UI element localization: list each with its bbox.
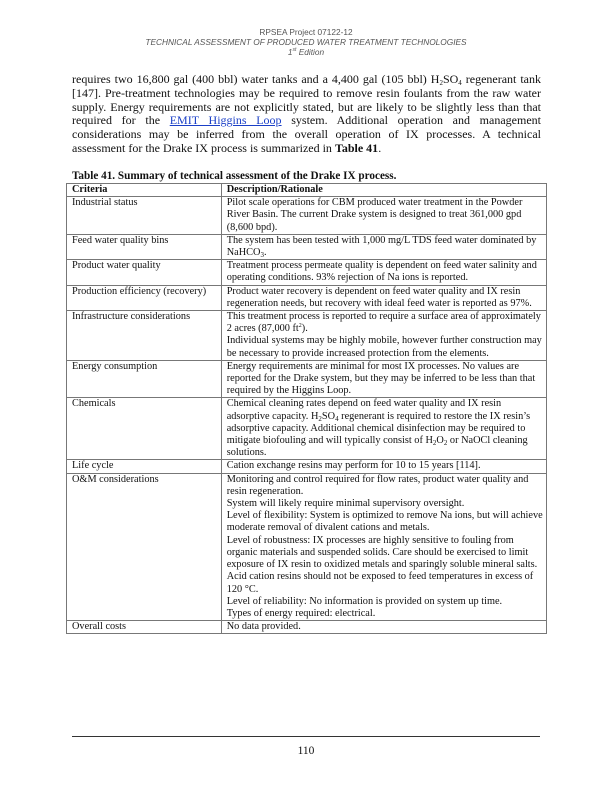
criteria-cell: Chemicals xyxy=(67,398,222,460)
table-row xyxy=(67,360,547,398)
assessment-table xyxy=(66,183,547,634)
column-header-description: Description/Rationale xyxy=(221,184,546,197)
body-paragraph: requires two 16,800 gal (400 bbl) water tanks and a 4,400 gal (105 bbl) $H_2SO_4$ regenerant tank [147]. Pre-treatment technologies may be required to remove resin foulants from the raw water supply. Energy requirements are not explicitly stated, but are likely to be slightly less than that required for the EMIT Higgins Loop system. Additional operation and management considerations may be inferred from the overall operation of IX processes. A technical assessment for the Drake IX process is summarized in Table 41. xyxy=(72,72,542,155)
criteria-cell: Product water quality xyxy=(67,260,222,285)
description-cell: Monitoring and control required for flow rates, product water quality and resin regeneration. System will likely require minimal supervisory oversight. Level of flexibility: System is optimized to remove Na ions, but will achieve moderate removal of divalent cations and metals. Level of robustness: IX processes are highly sensitive to fouling from organic materials and suspended solids. Care should be exercised to limit exposure of IX resin to oxidized metals and sparingly soluble mineral salts. Acid cation resins should not be exposed to feed temperatures in excess of 120 °C. Level of reliability: No information is provided on system up time. Types of energy required: electrical. xyxy=(221,473,546,620)
table-row xyxy=(67,398,547,460)
table-row xyxy=(67,260,547,285)
table-header-row xyxy=(67,184,547,197)
table-row xyxy=(67,460,547,473)
description-cell: This treatment process is reported to require a surface area of approximately 2 acres (87,000 $ft^2$). Individual systems may be highly mobile, however further construction may be necessary to provide increased protection from the elements. xyxy=(221,311,546,361)
table-row xyxy=(67,285,547,310)
report-title: TECHNICAL ASSESSMENT OF PRODUCED WATER TREATMENT TECHNOLOGIES xyxy=(145,37,467,47)
description-cell: The system has been tested with 1,000 mg/L TDS feed water dominated by NaHCO$_3$. xyxy=(221,234,546,259)
running-header xyxy=(0,27,612,57)
table-row xyxy=(67,621,547,634)
table-row xyxy=(67,473,547,620)
table-row xyxy=(67,197,547,235)
description-cell: Pilot scale operations for CBM produced water treatment in the Powder River Basin. The current Drake system is designed to treat 361,000 gpd (8,600 bpd). xyxy=(221,197,546,235)
table-row xyxy=(67,311,547,361)
column-header-criteria: Criteria xyxy=(67,184,222,197)
page-number: 110 xyxy=(297,745,315,757)
description-cell: Chemical cleaning rates depend on feed water quality and IX resin adsorptive capacity. $H_2SO_4$ regenerant is required to restore the IX resin’s adsorptive capacity. Additional chemical disinfection may be required to mitigate biofouling and will typically consist of $H_2O_2$ or NaOCl cleaning solutions. xyxy=(221,398,546,460)
description-cell: Treatment process permeate quality is dependent on feed water salinity and operating conditions. 93% rejection of Na ions is reported. xyxy=(221,260,546,285)
table-caption: Table 41. Summary of technical assessment of the Drake IX process. xyxy=(72,170,397,182)
criteria-cell: Overall costs xyxy=(67,621,222,634)
table-reference: Table 41 xyxy=(334,140,379,155)
description-cell: Product water recovery is dependent on feed water quality and IX resin regeneration needs, but recovery with ideal feed water is reported as 97%. xyxy=(221,285,546,310)
project-id: RPSEA Project 07122-12 xyxy=(259,27,353,37)
criteria-cell: O&M considerations xyxy=(67,473,222,620)
criteria-cell: Infrastructure considerations xyxy=(67,311,222,361)
emit-higgins-loop-link[interactable]: EMIT Higgins Loop xyxy=(169,113,282,128)
criteria-cell: Feed water quality bins xyxy=(67,234,222,259)
edition: 1st Edition xyxy=(287,47,325,57)
description-cell: Energy requirements are minimal for most IX processes. No values are reported for the Drake system, but they may be inferred to be less than that required by the Higgins Loop. xyxy=(221,360,546,398)
criteria-cell: Production efficiency (recovery) xyxy=(67,285,222,310)
criteria-cell: Life cycle xyxy=(67,460,222,473)
table-row xyxy=(67,234,547,259)
criteria-cell: Industrial status xyxy=(67,197,222,235)
footer-divider xyxy=(72,736,540,737)
criteria-cell: Energy consumption xyxy=(67,360,222,398)
description-cell: No data provided. xyxy=(221,621,546,634)
description-cell: Cation exchange resins may perform for 10 to 15 years [114]. xyxy=(221,460,546,473)
